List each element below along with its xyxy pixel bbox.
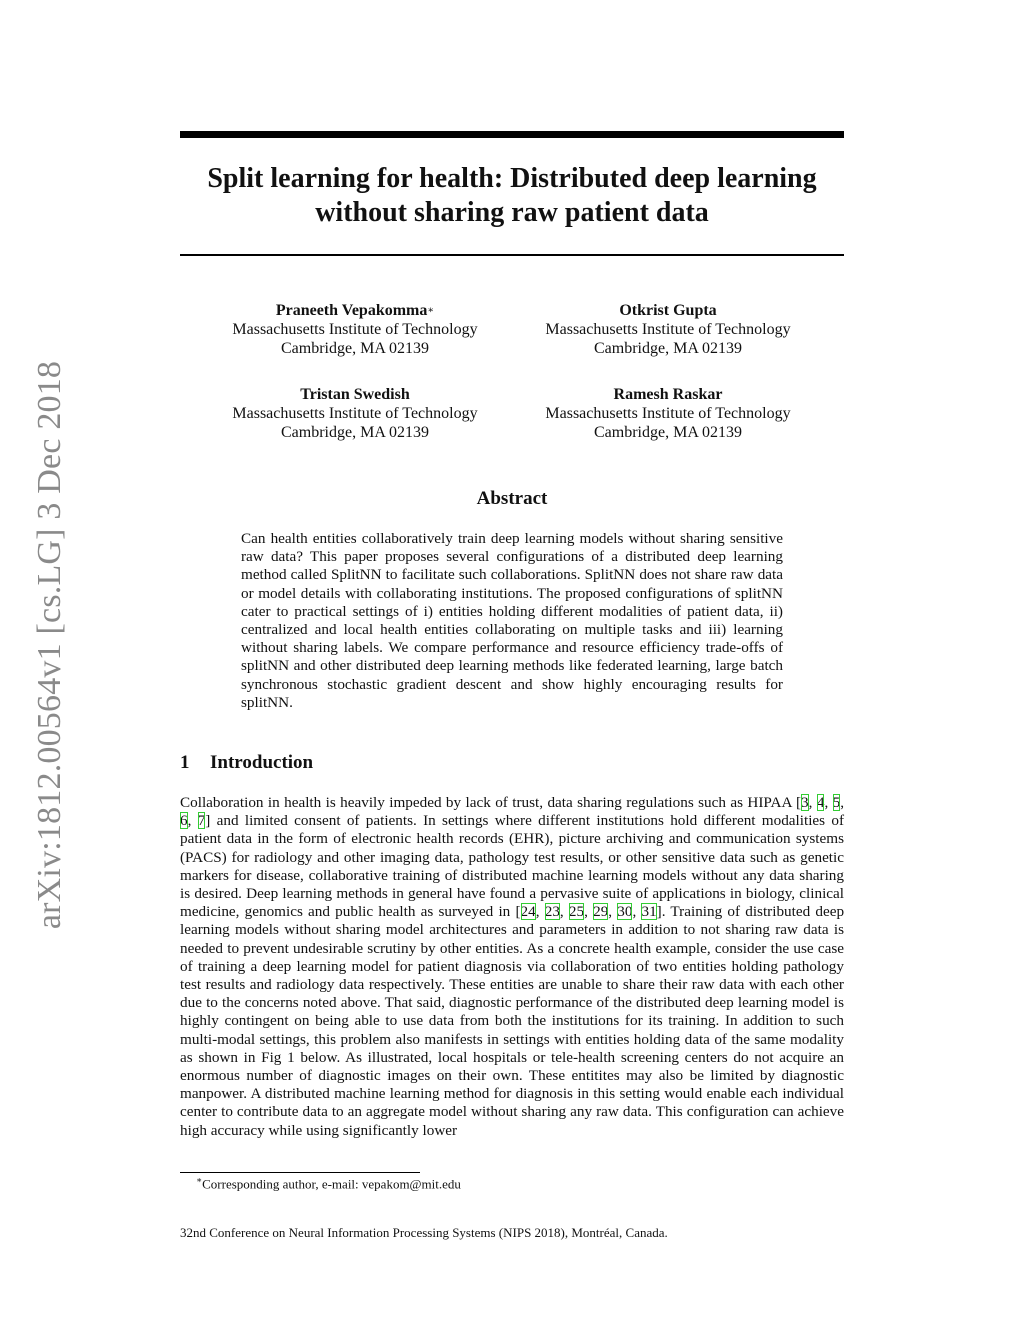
abstract-text: Can health entities collaboratively train deep learning models without sharing sensitive raw data? This paper proposes several configurations of a distributed deep learning method called SplitNN to facilitate such collaborations. SplitNN does not share raw data or model details with collaborating institutions. The proposed configurations of splitNN cater to practical settings of i) entities holding different modalities of patient data, ii) centralized and local health entities collaborating on multiple tasks and iii) learning without sharing labels. We compare performance and resource efficiency trade-offs of splitNN and other distributed deep learning methods like federated learning, large batch synchronous stochastic gradient descent and show highly encouraging results for splitNN. xyxy=(241,530,783,711)
section-title: Introduction xyxy=(210,752,314,773)
citation-link[interactable]: 30 xyxy=(617,903,633,921)
title-line-2: without sharing raw patient data xyxy=(315,197,709,228)
author-affiliation: Massachusetts Institute of Technology xyxy=(545,405,791,422)
author-address: Cambridge, MA 02139 xyxy=(594,340,742,357)
section-heading xyxy=(180,752,313,774)
intro-text-part-2: and limited consent of patients. In settings where different institutions hold different modalities of patient data in the form of electronic health records (EHR), picture archiving and communication systems (PACS) for radiology and other imaging data, pathology test results, or other sensitive data such as genetic markers for disease, collaborative training of distributed machine learning models without any data sharing is desired. Deep learning methods in general have found a pervasive suite of applications in biology, clinical medicine, genomics and public health as surveyed in xyxy=(180,812,844,921)
citation-link[interactable]: 24 xyxy=(520,903,536,921)
title-top-rule xyxy=(180,131,844,138)
footnote-rule xyxy=(180,1172,420,1173)
author-name: Tristan Swedish xyxy=(300,386,410,403)
section-number: 1 xyxy=(180,752,190,773)
title-bottom-rule xyxy=(180,254,844,256)
author-address: Cambridge, MA 02139 xyxy=(594,424,742,441)
author-address: Cambridge, MA 02139 xyxy=(281,340,429,357)
citation-link[interactable]: 29 xyxy=(593,903,609,921)
author-affiliation: Massachusetts Institute of Technology xyxy=(545,321,791,338)
author-address: Cambridge, MA 02139 xyxy=(281,424,429,441)
title-line-1: Split learning for health: Distributed deep learning xyxy=(207,163,817,194)
footnote-text: Corresponding author, e-mail: vepakom@mit.edu xyxy=(202,1176,461,1192)
author-affiliation: Massachusetts Institute of Technology xyxy=(232,321,478,338)
author-name: Otkrist Gupta xyxy=(619,302,717,319)
intro-text-part-3: . Training of distributed deep learning models without sharing model architectures and parameters in addition to not sharing raw data is needed to prevent undesirable scrutiny by other entities. As a concrete health example, consider the use case of training a deep learning model for patient diagnosis via collaboration of two entities holding pathology test results and radiology data respectively. These entities are unable to share their raw data with each other due to the concerns noted above. That said, diagnostic performance of the distributed deep learning model is highly contingent on being able to use data from both the institutions for its training. In addition to such multi-modal settings, this problem also manifests in settings with entities holding data of the same modality as shown in Fig 1 below. As illustrated, local hospitals or tele-health screening centers do not acquire an enormous number of diagnostic images on their own. These entitites may also be limited by diagnostic manpower. A distributed machine learning method for diagnosis in this setting would enable each individual center to contribute data to an aggregate model without sharing any raw data. This configuration can achieve high accuracy while using significantly lower xyxy=(180,903,845,1139)
introduction-paragraph: Collaboration in health is heavily impeded by lack of trust, data sharing regulations such as HIPAA [3, 4, 5, 6, 7] and limited consent of patients. In settings where different institutions hold different modalities of patient data in the form of electronic health records (EHR), picture archiving and communication systems (PACS) for radiology and other imaging data, pathology test results, or other sensitive data such as genetic markers for disease, collaborative training of distributed machine learning models without any data sharing is desired. Deep learning methods in general have found a pervasive suite of applications in biology, clinical medicine, genomics and public health as surveyed in [24, 23, 25, 29, 30, 31]. Training of distributed deep learning models without sharing model architectures and parameters in addition to not sharing raw data is needed to prevent undesirable scrutiny by other entities. As a concrete health example, consider the use case of training a deep learning model for patient diagnosis via collaboration of two entities holding pathology test results and radiology data respectively. These entities are unable to share their raw data with each other due to the concerns noted above. That said, diagnostic performance of the distributed deep learning model is highly contingent on being able to use data from both the institutions for its training. In addition to such multi-modal settings, this problem also manifests in settings with entities holding data of the same modality as shown in Fig 1 below. As illustrated, local hospitals or tele-health screening centers do not acquire an enormous number of diagnostic images on their own. These entitites may also be limited by diagnostic manpower. A distributed machine learning method for diagnosis in this setting would enable each individual center to contribute data to an aggregate model without sharing any raw data. This configuration can achieve high accuracy while using significantly lower xyxy=(180,794,845,1139)
author-name: Praneeth Vepakomma xyxy=(275,302,428,319)
footnote xyxy=(196,1175,461,1192)
author-block-3 xyxy=(205,385,505,442)
author-name: Ramesh Raskar xyxy=(613,386,723,403)
citation-link[interactable]: 25 xyxy=(568,903,585,921)
author-footnote-mark: ∗ xyxy=(427,305,435,316)
paper-title xyxy=(180,162,844,230)
conference-footer: 32nd Conference on Neural Information Processing Systems (NIPS 2018), Montréal, Canada. xyxy=(180,1225,668,1240)
citation-link[interactable]: 31 xyxy=(641,903,657,921)
abstract-heading: Abstract xyxy=(476,488,548,509)
author-block-1 xyxy=(205,301,505,358)
intro-text-part-1: Collaboration in health is heavily impeded by lack of trust, data sharing regulations such as HIPAA xyxy=(180,794,796,811)
author-affiliation: Massachusetts Institute of Technology xyxy=(232,405,478,422)
citation-link[interactable]: 3 xyxy=(801,794,809,811)
author-block-4 xyxy=(518,385,818,442)
author-block-2 xyxy=(518,301,818,358)
footnote-mark: ∗ xyxy=(196,1175,203,1185)
citation-link[interactable]: 6 xyxy=(180,812,188,830)
arxiv-identifier: arXiv:1812.00564v1 [cs.LG] 3 Dec 2018 xyxy=(31,360,68,930)
arxiv-stamp xyxy=(20,360,80,930)
citation-link[interactable]: 23 xyxy=(544,903,560,921)
citation-link[interactable]: 7 xyxy=(197,812,206,830)
citation-link[interactable]: 5 xyxy=(832,794,841,811)
citation-link[interactable]: 4 xyxy=(816,794,825,811)
